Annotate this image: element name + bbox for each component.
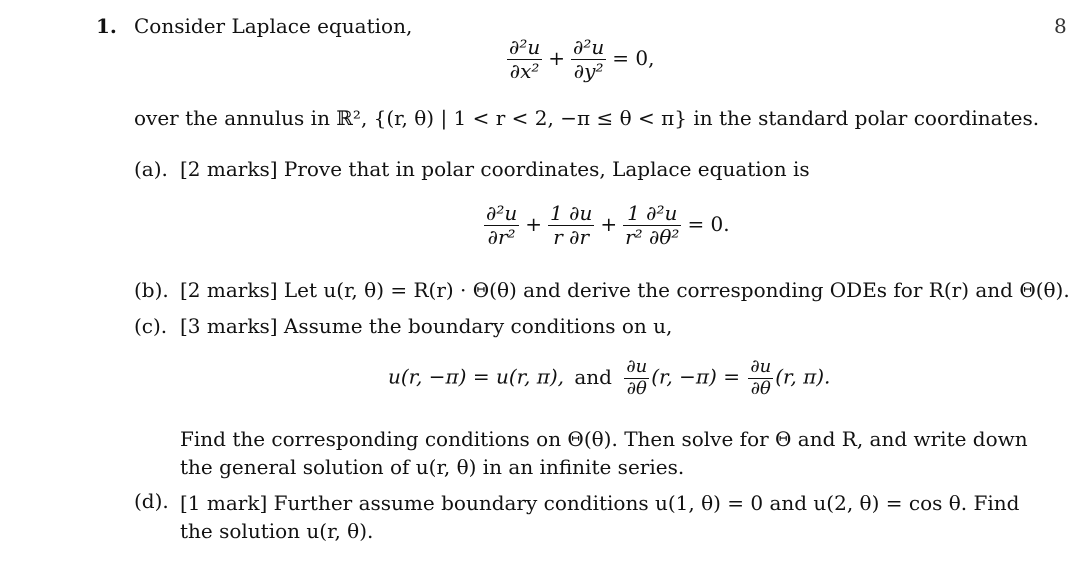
fraction-d2u-dy2: $\frac{\text{∂²u}}{\text{∂y²}}$ [573,35,605,83]
laplace-cartesian-equation: $\frac{\text{∂²u}}{\text{∂x²}}$ + $\frac{\text{∂²u}}{\text{∂y²}}$ = 0, [509,35,655,83]
part-b-text: [2 marks] Let u(r, θ) = R(r) · Θ(θ) and derive the corresponding ODEs for R(r) and Θ(θ). [180,278,1070,302]
part-d-text: [1 mark] Further assume boundary conditions u(1, θ) = 0 and u(2, θ) = cos θ. Find the solution u(r, θ). [180,491,1020,543]
annulus-domain-text: over the annulus in ℝ², {(r, θ) | 1 < r < 2, −π ≤ θ < π} in the standard polar coordinates. [134,106,1040,130]
problem-intro: Consider Laplace equation, [134,14,413,38]
fraction-d2u-dr2: $\frac{\text{∂²u}}{\text{∂r²}}$ [486,201,518,249]
fraction-d2u-dx2: $\frac{\text{∂²u}}{\text{∂x²}}$ [509,35,541,83]
part-a-text: [2 marks] Prove that in polar coordinates, Laplace equation is [180,157,810,181]
laplace-polar-equation: $\frac{\text{∂²u}}{\text{∂r²}}$ + $\frac{1 \partial u}{r \partial r}$ + $\frac{\text{1 ∂²u}}{\text{r² ∂θ²}}$ = 0. [486,201,730,249]
part-c-label: (c). [134,314,168,338]
problem-number: 1. [96,14,117,38]
part-c-followup-text: Find the corresponding conditions on Θ(θ). Then solve for Θ and R, and write down the general solution of u(r, θ) in an infinite series. [180,427,1028,479]
edge-cut-char: 8 [1054,14,1067,38]
fraction-1-over-r-du-dr: $\frac{1 \partial u}{r \partial r}$ [550,201,593,249]
part-c-text: [3 marks] Assume the boundary conditions on u, [180,314,673,338]
boundary-conditions-equation: u(r, −π) = u(r, π), and $\frac{\partial u}{\partial\theta}$ (r, −π) = $\frac{\partial u}{\partial\theta}$ (r, π). [388,356,831,399]
fraction-du-dtheta-2: $\frac{\partial u}{\partial\theta}$ [750,356,772,399]
part-a-label: (a). [134,157,168,181]
part-b-label: (b). [134,278,169,302]
fraction-du-dtheta-1: $\frac{\partial u}{\partial\theta}$ [626,356,648,399]
part-d-label: (d). [134,489,169,513]
fraction-1-over-r2-d2u-dtheta2: $\frac{\text{1 ∂²u}}{\text{r² ∂θ²}}$ [625,201,680,249]
